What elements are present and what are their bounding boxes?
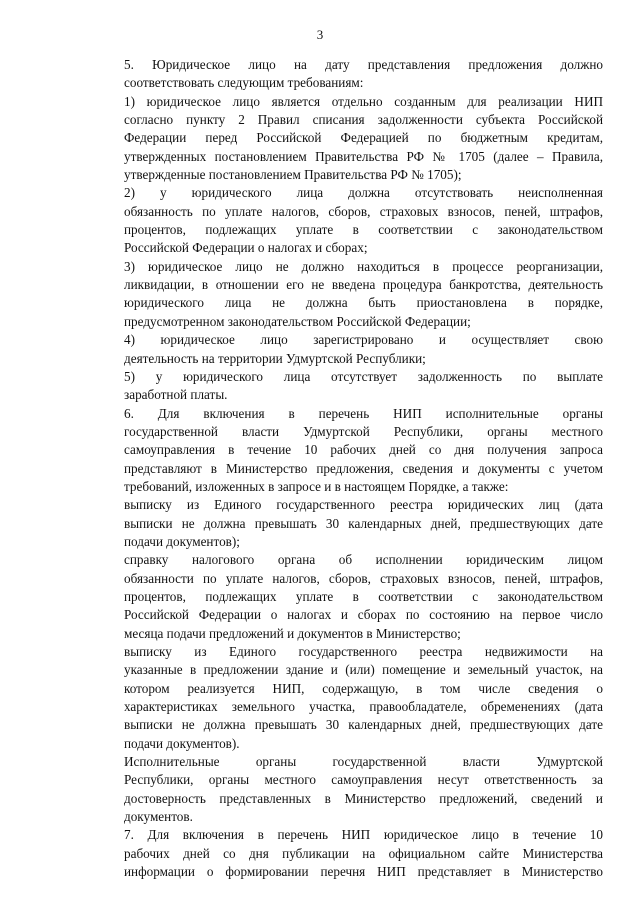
text-line: выписку из Единого государственного реестра юридических лиц (дата bbox=[124, 497, 603, 513]
text-line: самоуправления в течение 10 рабочих дней со дня получения запроса bbox=[124, 442, 603, 458]
text-line: выписки не должна превышать 30 календарных дней, предшествующих дате bbox=[124, 717, 603, 733]
requirement-4 bbox=[88, 331, 603, 368]
text-line: юридического лица не должна быть приостановлена в порядке, bbox=[124, 295, 603, 311]
text-line: Российской Федерации о налогах и сборах по состоянию на первое число bbox=[124, 607, 603, 623]
text-line: Российской Федерации о налогах и сборах; bbox=[124, 240, 368, 256]
document-body bbox=[88, 56, 603, 881]
text-line: государственной власти Удмуртской Республики, органы местного bbox=[124, 423, 603, 439]
requirement-3 bbox=[88, 258, 603, 331]
document-item-tax-certificate bbox=[88, 551, 603, 643]
text-line: рабочих дней со дня публикации на официальном сайте Министерства bbox=[124, 845, 603, 861]
text-line: 3) юридическое лицо не должно находиться в процессе реорганизации, bbox=[124, 258, 603, 274]
text-line: достоверность представленных в Министерство предложений, сведений и bbox=[124, 790, 603, 806]
text-line: ликвидации, в отношении его не введена процедура банкротства, деятельность bbox=[124, 277, 603, 293]
text-line: документов. bbox=[124, 809, 193, 825]
page-number: 3 bbox=[316, 27, 324, 42]
text-line: процентов, подлежащих уплате в соответствии с законодательством bbox=[124, 588, 603, 604]
text-line: подачи документов); bbox=[124, 533, 240, 549]
text-line: 1) юридическое лицо является отдельно созданным для реализации НИП bbox=[124, 93, 603, 109]
text-line: выписки не должна превышать 30 календарных дней, предшествующих дате bbox=[124, 515, 603, 531]
text-line: выписку из Единого государственного реестра недвижимости на bbox=[124, 644, 603, 659]
text-line: предусмотренном законодательством Российской Федерации; bbox=[124, 313, 471, 329]
requirement-2 bbox=[88, 184, 603, 257]
text-line: характеристиках земельного участка, правообладателе, обременениях (дата bbox=[124, 699, 603, 715]
text-line: деятельность на территории Удмуртской Республики; bbox=[124, 350, 426, 366]
text-line: заработной платы. bbox=[124, 387, 228, 403]
text-line: 7. Для включения в перечень НИП юридическое лицо в течение 10 bbox=[124, 827, 603, 843]
text-line: Исполнительные органы государственной власти Удмуртской bbox=[124, 754, 603, 770]
text-line: подачи документов). bbox=[124, 735, 240, 751]
requirement-5 bbox=[88, 368, 603, 405]
text-line: согласно пункту 2 Правил списания задолженности субъекта Российской bbox=[124, 112, 603, 128]
text-line: требований, изложенных в запросе и в настоящем Порядке, а также: bbox=[124, 478, 509, 494]
text-line: 4) юридическое лицо зарегистрировано и осуществляет свою bbox=[124, 332, 603, 348]
responsibility-paragraph bbox=[88, 753, 603, 826]
requirement-1 bbox=[88, 93, 603, 185]
text-line: 5) у юридического лица отсутствует задолженность по выплате bbox=[124, 368, 603, 384]
text-line: справку налогового органа об исполнении юридическим лицом bbox=[124, 552, 603, 568]
text-line: утвержденные постановлением Правительства РФ № 1705); bbox=[124, 167, 462, 183]
document-item-egrn bbox=[88, 643, 603, 753]
text-line: 6. Для включения в перечень НИП исполнительные органы bbox=[124, 405, 603, 421]
text-line: 5. Юридическое лицо на дату представления предложения должно bbox=[124, 57, 603, 72]
paragraph-6-intro bbox=[88, 405, 603, 497]
text-line: Федерации перед Российской Федерацией по бюджетным кредитам, bbox=[124, 130, 603, 146]
text-line: обязанности по уплате налогов, сборов, страховых взносов, пеней, штрафов, bbox=[124, 570, 603, 586]
paragraph-5-intro bbox=[88, 56, 603, 93]
text-line: котором реализуется НИП, содержащую, в том числе сведения о bbox=[124, 680, 603, 696]
text-line: представляют в Министерство предложения, сведения и документы с учетом bbox=[124, 460, 603, 476]
text-line: утвержденных постановлением Правительства РФ № 1705 (далее – Правила, bbox=[124, 148, 603, 164]
text-line: 2) у юридического лица должна отсутствовать неисполненная bbox=[124, 185, 603, 201]
text-line: указанные в предложении здание и (или) помещение и земельный участок, на bbox=[124, 662, 603, 678]
text-line: процентов, подлежащих уплате в соответствии с законодательством bbox=[124, 222, 603, 238]
text-line: месяца подачи предложений и документов в Министерство; bbox=[124, 625, 461, 641]
paragraph-7 bbox=[88, 826, 603, 881]
text-line: Республики, органы местного самоуправления несут ответственность за bbox=[124, 772, 603, 788]
text-line: информации о формировании перечня НИП представляет в Министерство bbox=[124, 864, 603, 880]
document-item-egrul bbox=[88, 496, 603, 551]
text-line: соответствовать следующим требованиям: bbox=[124, 75, 364, 91]
text-line: обязанность по уплате налогов, сборов, страховых взносов, пеней, штрафов, bbox=[124, 203, 603, 219]
